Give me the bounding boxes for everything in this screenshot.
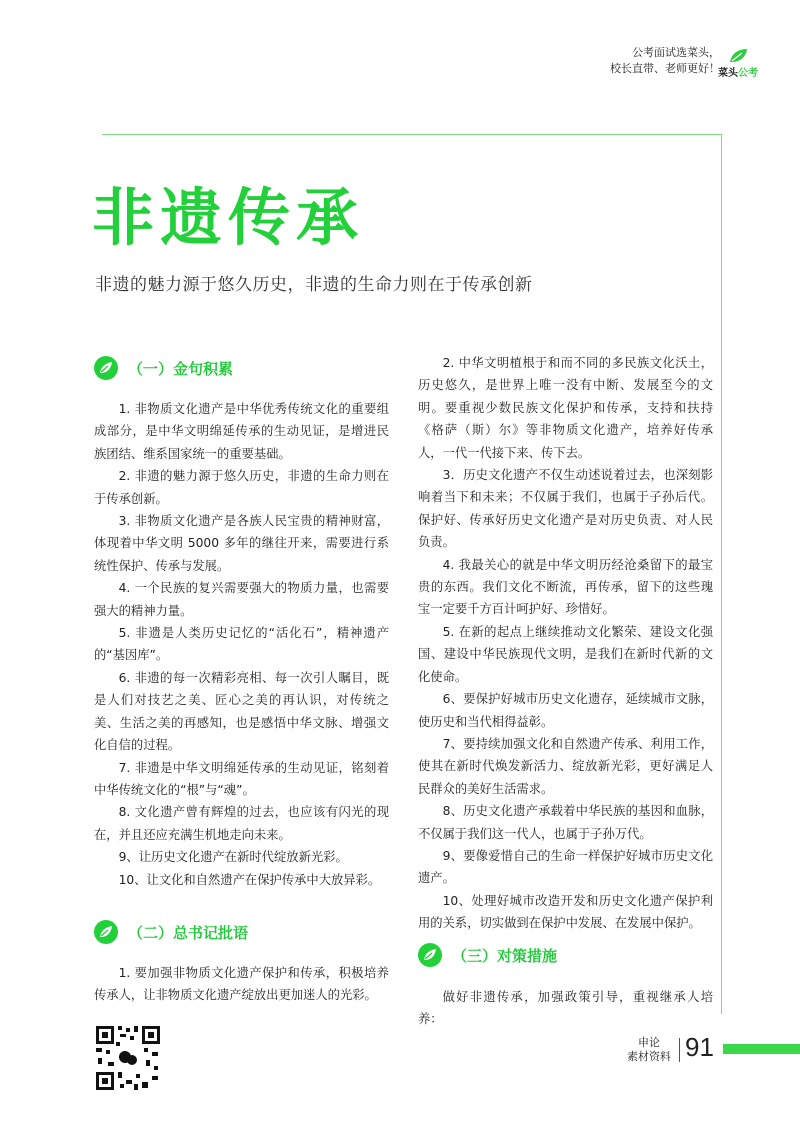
paragraph: 7、要持续加强文化和自然遗产传承、利用工作，使其在新时代焕发新活力、绽放新光彩，更好满足人民群众的美好生活需求。	[418, 736, 713, 796]
paragraph: 4. 一个民族的复兴需要强大的物质力量，也需要强大的精神力量。	[94, 581, 389, 618]
leaf-icon	[94, 356, 118, 380]
paragraph: 3. 非物质文化遗产是各族人民宝贵的精神财富，体现着中华文明 5000 多年的继往开来，需要进行系统性保护、传承与发展。	[94, 514, 389, 573]
paragraph: 1. 要加强非物质文化遗产保护和传承，积极培养传承人，让非物质文化遗产绽放出更加迷人的光彩。	[94, 966, 389, 1003]
paragraph: 3．历史文化遗产不仅生动述说着过去，也深刻影响着当下和未来；不仅属于我们，也属于子孙后代。保护好、传承好历史文化遗产是对历史负责、对人民负责。	[418, 468, 713, 550]
leaf-icon	[94, 920, 118, 944]
frame-top-line	[102, 134, 722, 135]
paragraph: 6、要保护好城市历史文化遗存，延续城市文脉，使历史和当代相得益彰。	[418, 692, 713, 729]
paragraph: 2. 非遗的魅力源于悠久历史，非遗的生命力则在于传承创新。	[94, 469, 389, 506]
brand-logo-text-1: 菜头	[718, 68, 738, 79]
page-subtitle: 非遗的魅力源于悠久历史，非遗的生命力则在于传承创新	[95, 275, 533, 295]
paragraph: 7. 非遗是中华文明绵延传承的生动见证，铭刻着中华传统文化的“根”与“魂”。	[94, 760, 389, 797]
footer-label-line2: 素材资料	[627, 1050, 671, 1063]
paragraph: 做好非遗传承，加强政策引导，重视继承人培养：	[418, 990, 713, 1027]
footer-divider	[679, 1038, 680, 1062]
footer-accent-bar	[723, 1044, 800, 1054]
left-column-section-2	[94, 962, 389, 1007]
frame-right-line	[721, 134, 722, 1014]
paragraph: 4. 我最关心的就是中华文明历经沧桑留下的最宝贵的东西。我们文化不断流，再传承，留下的这些瑰宝一定要千方百计呵护好、珍惜好。	[418, 557, 713, 617]
paragraph: 10、让文化和自然遗产在保护传承中大放异彩。	[118, 872, 381, 887]
brand-logo	[718, 48, 758, 80]
leaf-icon	[418, 943, 442, 967]
paragraph: 5. 非遗是人类历史记忆的“活化石”，精神遗产的“基因库”。	[94, 626, 389, 663]
section-title-3: （三）对策措施	[452, 946, 558, 965]
paragraph: 9、让历史文化遗产在新时代绽放新光彩。	[118, 850, 348, 865]
paragraph: 1. 非物质文化遗产是中华优秀传统文化的重要组成部分，是中华文明绵延传承的生动见证，是增进民族团结、维系国家统一的重要基础。	[94, 402, 389, 461]
section-header-1	[94, 356, 233, 380]
page-title: 非遗传承	[92, 181, 365, 254]
brand-logo-text	[718, 64, 758, 79]
paragraph: 9、要像爱惜自己的生命一样保护好城市历史文化遗产。	[418, 848, 713, 886]
left-column	[94, 398, 389, 891]
right-column	[418, 352, 713, 935]
qr-code-image	[94, 1024, 162, 1092]
paragraph: 8. 文化遗产曾有辉煌的过去，也应该有闪光的现在，并且还应充满生机地走向未来。	[94, 805, 389, 842]
brand-slogan-line1: 公考面试选菜头，	[632, 46, 720, 59]
brand-slogan	[610, 45, 720, 77]
footer-label-line1: 申论	[638, 1036, 660, 1049]
section-header-2	[94, 920, 248, 944]
right-column-section-3	[418, 986, 713, 1031]
section-header-3	[418, 943, 557, 967]
paragraph: 5. 在新的起点上继续推动文化繁荣、建设文化强国、建设中华民族现代文明，是我们在新时代新的文化使命。	[418, 624, 713, 684]
paragraph: 6. 非遗的每一次精彩亮相、每一次引人瞩目，既是人们对技艺之美、匠心之美的再认识，对传统之美、生活之美的再感知，也是感悟中华文脉、增强文化自信的过程。	[94, 670, 389, 753]
paragraph: 2. 中华文明植根于和而不同的多民族文化沃土，历史悠久，是世界上唯一没有中断、发展至今的文明。要重视少数民族文化保护和传承，支持和扶持《格萨（斯）尔》等非物质文化遗产，培养好传承人，一代一代接下来、传下去。	[418, 356, 713, 460]
footer-label	[623, 1036, 675, 1064]
brand-logo-text-2: 公考	[738, 68, 758, 79]
page-footer	[623, 1032, 800, 1066]
page-number: 91	[685, 1032, 714, 1062]
brand-slogan-line2: 校长直带、老师更好！	[610, 62, 720, 75]
leaf-icon	[728, 48, 748, 64]
section-title-2: （二）总书记批语	[128, 923, 249, 942]
section-title-1: （一）金句积累	[128, 359, 234, 378]
paragraph: 8、历史文化遗产承载着中华民族的基因和血脉，不仅属于我们这一代人，也属于子孙万代。	[418, 804, 713, 841]
paragraph: 10、处理好城市改造开发和历史文化遗产保护利用的关系，切实做到在保护中发展、在发展中保护。	[418, 893, 713, 931]
